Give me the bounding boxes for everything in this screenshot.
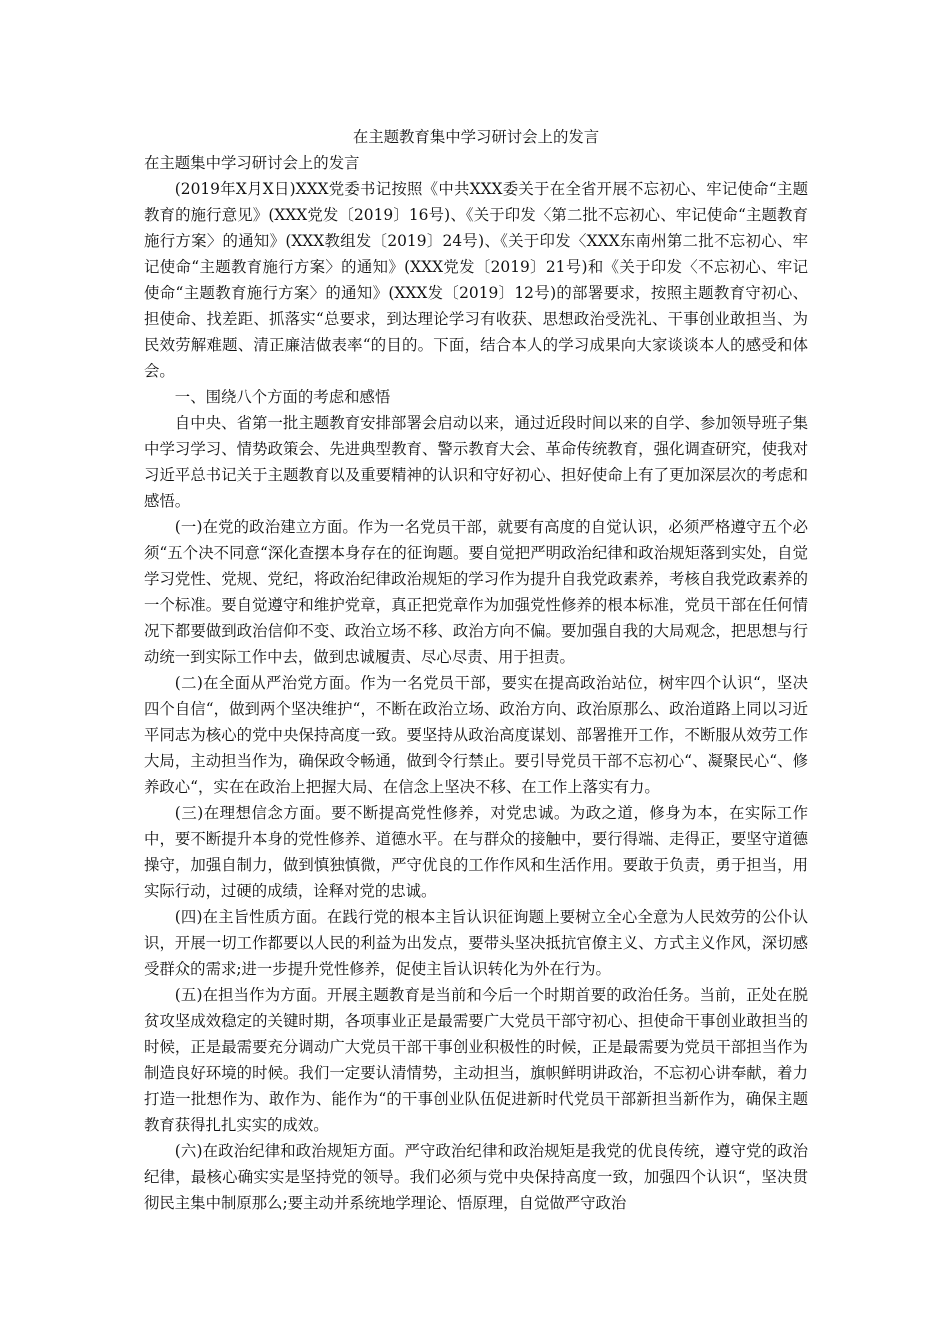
document-title: 在主题教育集中学习研讨会上的发言 xyxy=(352,128,600,146)
paragraph-overview: 自中央、省第一批主题教育安排部署会启动以来，通过近段时间以来的自学、参加领导班子集中学习学习、情势政策会、先进典型教育、警示教育大会、革命传统教育，强化调查研究，使我对习近平总书记关于主题教育以及重要精神的认识和守好初心、担好使命上有了更加深层次的考虑和感悟。 xyxy=(144,414,808,510)
paragraph-item-4: (四)在主旨性质方面。在践行党的根本主旨认识征询题上要树立全心全意为人民效劳的公仆认识，开展一切工作都要以人民的利益为出发点，要带头坚决抵抗官僚主义、方式主义作风，深切感受群众的需求;进一步提升党性修养，促使主旨认识转化为外在行为。 xyxy=(144,908,808,978)
paragraph-item-3: (三)在理想信念方面。要不断提高党性修养，对党忠诚。为政之道，修身为本，在实际工作中，要不断提升本身的党性修养、道德水平。在与群众的接触中，要行得端、走得正，要坚守道德操守，加强自制力，做到慎独慎微，严守优良的工作作风和生活作用。要敢于负责，勇于担当，用实际行动，过硬的成绩，诠释对党的忠诚。 xyxy=(144,804,808,900)
paragraph-item-1: (一)在党的政治建立方面。作为一名党员干部，就要有高度的自觉认识，必须严格遵守五个必须“五个决不同意“深化查摆本身存在的征询题。要自觉把严明政治纪律和政治规矩落到实处，自觉学习党性、党规、党纪，将政治纪律政治规矩的学习作为提升自我党政素养，考核自我党政素养的一个标准。要自觉遵守和维护党章，真正把党章作为加强党性修养的根本标准，党员干部在任何情况下都要做到政治信仰不变、政治立场不移、政治方向不偏。要加强自我的大局观念，把思想与行动统一到实际工作中去，做到忠诚履责、尽心尽责、用于担责。 xyxy=(144,518,808,666)
paragraph-intro: (2019年X月X日)XXX党委书记按照《中共XXX委关于在全省开展不忘初心、牢记使命“主题教育的施行意见》(XXX党发〔2019〕16号)、《关于印发〈第二批不忘初心、牢记使命“主题教育施行方案〉的通知》(XXX教组发〔2019〕24号)、《关于印发〈XXX东南州第二批不忘初心、牢记使命“主题教育施行方案〉的通知》(XXX党发〔2019〕21号)和《关于印发〈不忘初心、牢记使命“主题教育施行方案〉的通知》(XXX发〔2019〕12号)的部署要求，按照主题教育守初心、担使命、找差距、抓落实“总要求，到达理论学习有收获、思想政治受洗礼、干事创业敢担当、为民效劳解难题、清正廉洁做表率“的目的。下面，结合本人的学习成果向大家谈谈本人的感受和体会。 xyxy=(144,180,808,380)
document-subtitle: 在主题集中学习研讨会上的发言 xyxy=(144,154,360,172)
paragraph-item-6: (六)在政治纪律和政治规矩方面。严守政治纪律和政治规矩是我党的优良传统，遵守党的政治纪律，最核心确实实是坚持党的领导。我们必须与党中央保持高度一致，加强四个认识“，坚决贯彻民主集中制原那么;要主动并系统地学理论、悟原理，自觉做严守政治 xyxy=(144,1142,808,1212)
document-page xyxy=(144,124,808,1216)
paragraph-item-5: (五)在担当作为方面。开展主题教育是当前和今后一个时期首要的政治任务。当前，正处在脱贫攻坚成效稳定的关键时期，各项事业正是最需要广大党员干部守初心、担使命干事创业敢担当的时候，正是最需要充分调动广大党员干部干事创业积极性的时候，正是最需要为党员干部担当作为制造良好环境的时候。我们一定要认清情势，主动担当，旗帜鲜明讲政治，不忘初心讲奉献，着力打造一批想作为、敢作为、能作为“的干事创业队伍促进新时代党员干部新担当新作为，确保主题教育获得扎扎实实的成效。 xyxy=(144,986,808,1134)
paragraph-item-2: (二)在全面从严治党方面。作为一名党员干部，要实在提高政治站位，树牢四个认识“，坚决四个自信“，做到两个坚决维护“，不断在政治立场、政治方向、政治原那么、政治道路上同以习近平同志为核心的党中央保持高度一致。要坚持从政治高度谋划、部署推开工作，不断服从效劳工作大局，主动担当作为，确保政令畅通，做到令行禁止。要引导党员干部不忘初心“、凝聚民心“、修养政心“，实在在政治上把握大局、在信念上坚决不移、在工作上落实有力。 xyxy=(144,674,808,796)
section-heading-1: 一、围绕八个方面的考虑和感悟 xyxy=(174,388,391,406)
